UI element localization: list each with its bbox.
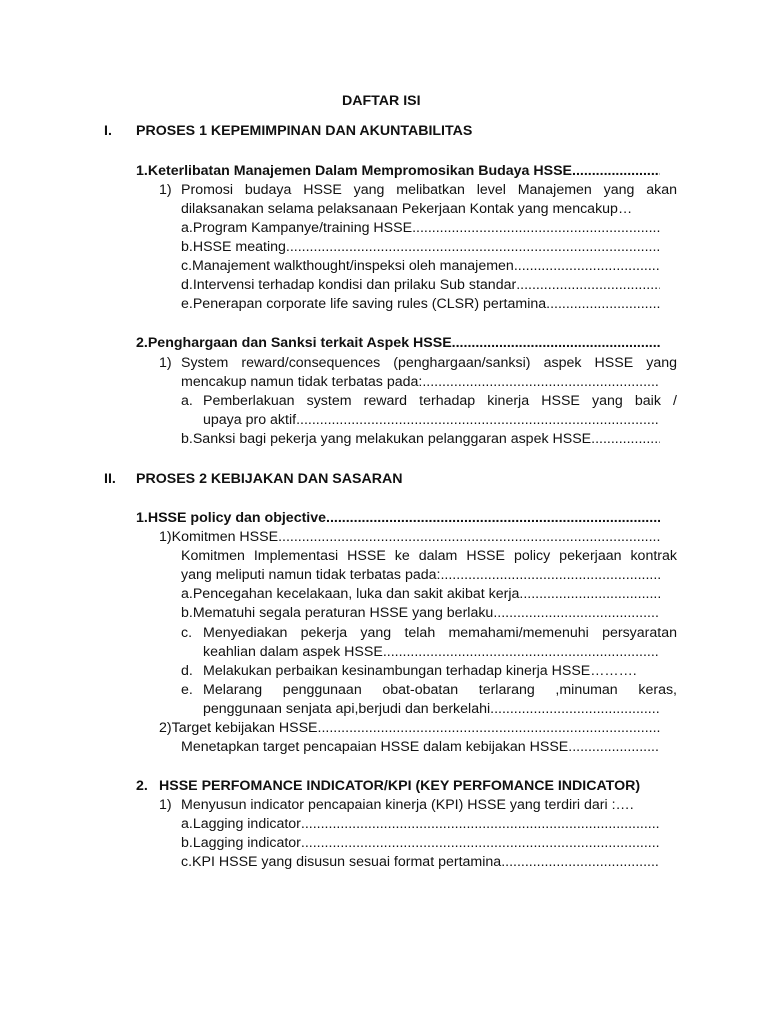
item-text: System reward/consequences (penghargaan/sanksi) aspek HSSE yang [181, 355, 677, 371]
toc-point-continuation[interactable] [203, 643, 660, 662]
toc-point[interactable] [181, 219, 660, 238]
point-letter: b. [181, 835, 193, 851]
toc-entry-1-1[interactable] [136, 162, 660, 181]
dot-leader [301, 834, 660, 853]
dot-leader [326, 509, 660, 528]
item-text: Menetapkan target pencapaian HSSE dalam kebijakan HSSE [181, 739, 569, 755]
toc-point[interactable] [181, 681, 677, 700]
section-1-heading [136, 122, 472, 141]
point-letter: a. [181, 816, 193, 832]
toc-point[interactable] [181, 257, 660, 276]
toc-point[interactable] [181, 276, 660, 295]
item-text: Komitmen HSSE [171, 529, 279, 545]
dot-leader [452, 334, 660, 353]
dot-leader [490, 700, 660, 719]
section-2-heading [136, 470, 402, 489]
entry-label: HSSE policy dan objective [147, 510, 327, 526]
dot-leader [546, 295, 660, 314]
dot-leader [516, 276, 660, 295]
dot-leader [568, 738, 660, 757]
point-label: Manajement walkthought/inspeksi oleh manajemen [192, 258, 514, 274]
toc-point[interactable] [181, 815, 660, 834]
entry-number: 2. [136, 778, 148, 794]
point-label: Sanksi bagi pekerja yang melakukan pelanggaran aspek HSSE [192, 431, 592, 447]
item-text-line [181, 181, 677, 200]
point-label: Menyediakan pekerja yang telah memahami/memenuhi persyaratan [203, 625, 677, 641]
numeral-text: II. [104, 471, 116, 487]
item-text: Komitmen Implementasi HSSE ke dalam HSSE policy pekerjaan kontrak [181, 548, 677, 564]
entry-number: 1. [136, 510, 148, 526]
dot-leader [440, 566, 660, 585]
item-number-text: 1) [159, 797, 172, 813]
toc-point[interactable] [181, 853, 660, 872]
dot-leader [591, 430, 660, 449]
point-label: keahlian dalam aspek HSSE [203, 644, 383, 660]
dot-leader [501, 853, 660, 872]
toc-entry-2-2[interactable] [136, 777, 640, 796]
numeral-text: I. [104, 123, 112, 139]
toc-item-line[interactable] [181, 373, 660, 392]
item-number [159, 181, 172, 200]
toc-point-continuation[interactable] [203, 411, 660, 430]
dot-leader [278, 528, 660, 547]
toc-item[interactable] [159, 528, 660, 547]
item-text: yang meliputi namun tidak terbatas pada: [181, 567, 441, 583]
point-letter: b. [181, 431, 193, 447]
item-number-text: 1) [159, 529, 172, 545]
point-letter: d. [181, 663, 193, 679]
item-text: dilaksanakan selama pelaksanaan Pekerjaan Kontak yang mencakup… [181, 201, 633, 217]
dot-leader [318, 719, 660, 738]
toc-point[interactable] [181, 295, 660, 314]
toc-point[interactable] [181, 430, 660, 449]
dot-leader [301, 815, 660, 834]
point-label: Lagging indicator [192, 835, 301, 851]
point-label: Program Kampanye/training HSSE [192, 220, 413, 236]
dot-leader [286, 238, 660, 257]
item-number-text: 1) [159, 182, 172, 198]
item-text-line [181, 200, 632, 219]
point-letter: a. [181, 393, 193, 409]
toc-entry-2-1[interactable] [136, 509, 660, 528]
item-number [159, 354, 172, 373]
point-label: upaya pro aktif [203, 412, 297, 428]
point-label: Mematuhi segala peraturan HSSE yang berlaku [192, 605, 494, 621]
item-text-line [181, 354, 677, 373]
heading-text: PROSES 2 KEBIJAKAN DAN SASARAN [136, 471, 403, 487]
document-title [342, 92, 421, 111]
heading-text: PROSES 1 KEPEMIMPINAN DAN AKUNTABILITAS [136, 123, 473, 139]
toc-point[interactable] [181, 392, 677, 411]
dot-leader [519, 585, 660, 604]
point-letter: c. [181, 625, 193, 641]
point-letter: c. [181, 258, 193, 274]
item-number-text: 2) [159, 720, 172, 736]
toc-point[interactable] [181, 834, 660, 853]
point-letter: b. [181, 239, 193, 255]
section-1-numeral [104, 122, 112, 141]
point-letter: b. [181, 605, 193, 621]
dot-leader [493, 604, 660, 623]
dot-leader [412, 219, 660, 238]
toc-point-continuation[interactable] [203, 700, 660, 719]
entry-number: 1. [136, 163, 148, 179]
point-label: Pencegahan kecelakaan, luka dan sakit akibat kerja [192, 586, 520, 602]
point-letter: d. [181, 277, 193, 293]
toc-item-line[interactable] [181, 566, 660, 585]
point-letter: e. [181, 682, 193, 698]
section-2-numeral [104, 470, 116, 489]
toc-item[interactable] [159, 719, 660, 738]
toc-point[interactable] [181, 662, 660, 681]
title-text: DAFTAR ISI [342, 93, 421, 109]
item-text: Promosi budaya HSSE yang melibatkan level Manajemen yang akan [181, 182, 677, 198]
toc-point[interactable] [181, 624, 677, 643]
entry-number: 2. [136, 335, 148, 351]
item-text-line [181, 547, 677, 566]
dot-leader [383, 643, 660, 662]
dot-leader [422, 373, 660, 392]
dot-leader [572, 162, 660, 181]
point-letter: c. [181, 854, 193, 870]
toc-item[interactable] [159, 796, 634, 815]
point-label: Melakukan perbaikan kesinambungan terhadap kinerja HSSE………. [203, 663, 637, 679]
point-label: Penerapan corporate life saving rules (CLSR) pertamina [192, 296, 547, 312]
toc-item-line[interactable] [181, 738, 660, 757]
toc-point[interactable] [181, 604, 660, 623]
toc-point[interactable] [181, 238, 660, 257]
point-label: Intervensi terhadap kondisi dan prilaku Sub standar [192, 277, 517, 293]
item-number-text: 1) [159, 355, 172, 371]
item-text: mencakup namun tidak terbatas pada: [181, 374, 423, 390]
point-letter: a. [181, 220, 193, 236]
item-text: Menyusun indicator pencapaian kinerja (KPI) HSSE yang terdiri dari :…. [181, 797, 634, 813]
entry-label: HSSE PERFOMANCE INDICATOR/KPI (KEY PERFOMANCE INDICATOR) [159, 778, 641, 794]
entry-label: Keterlibatan Manajemen Dalam Mempromosikan Budaya HSSE [147, 163, 573, 179]
point-letter: a. [181, 586, 193, 602]
dot-leader [296, 411, 660, 430]
point-label: HSSE meating [192, 239, 286, 255]
point-label: Melarang penggunaan obat-obatan terlarang ,minuman keras, [203, 682, 677, 698]
point-label: KPI HSSE yang disusun sesuai format pertamina [192, 854, 502, 870]
point-letter: e. [181, 296, 193, 312]
point-label: Pemberlakuan system reward terhadap kinerja HSSE yang baik / [203, 393, 677, 409]
point-label: penggunaan senjata api,berjudi dan berkelahi [203, 701, 491, 717]
toc-entry-1-2[interactable] [136, 334, 660, 353]
toc-point[interactable] [181, 585, 660, 604]
entry-label: Penghargaan dan Sanksi terkait Aspek HSSE [147, 335, 452, 351]
item-text: Target kebijakan HSSE [171, 720, 318, 736]
dot-leader [514, 257, 660, 276]
point-label: Lagging indicator [192, 816, 301, 832]
